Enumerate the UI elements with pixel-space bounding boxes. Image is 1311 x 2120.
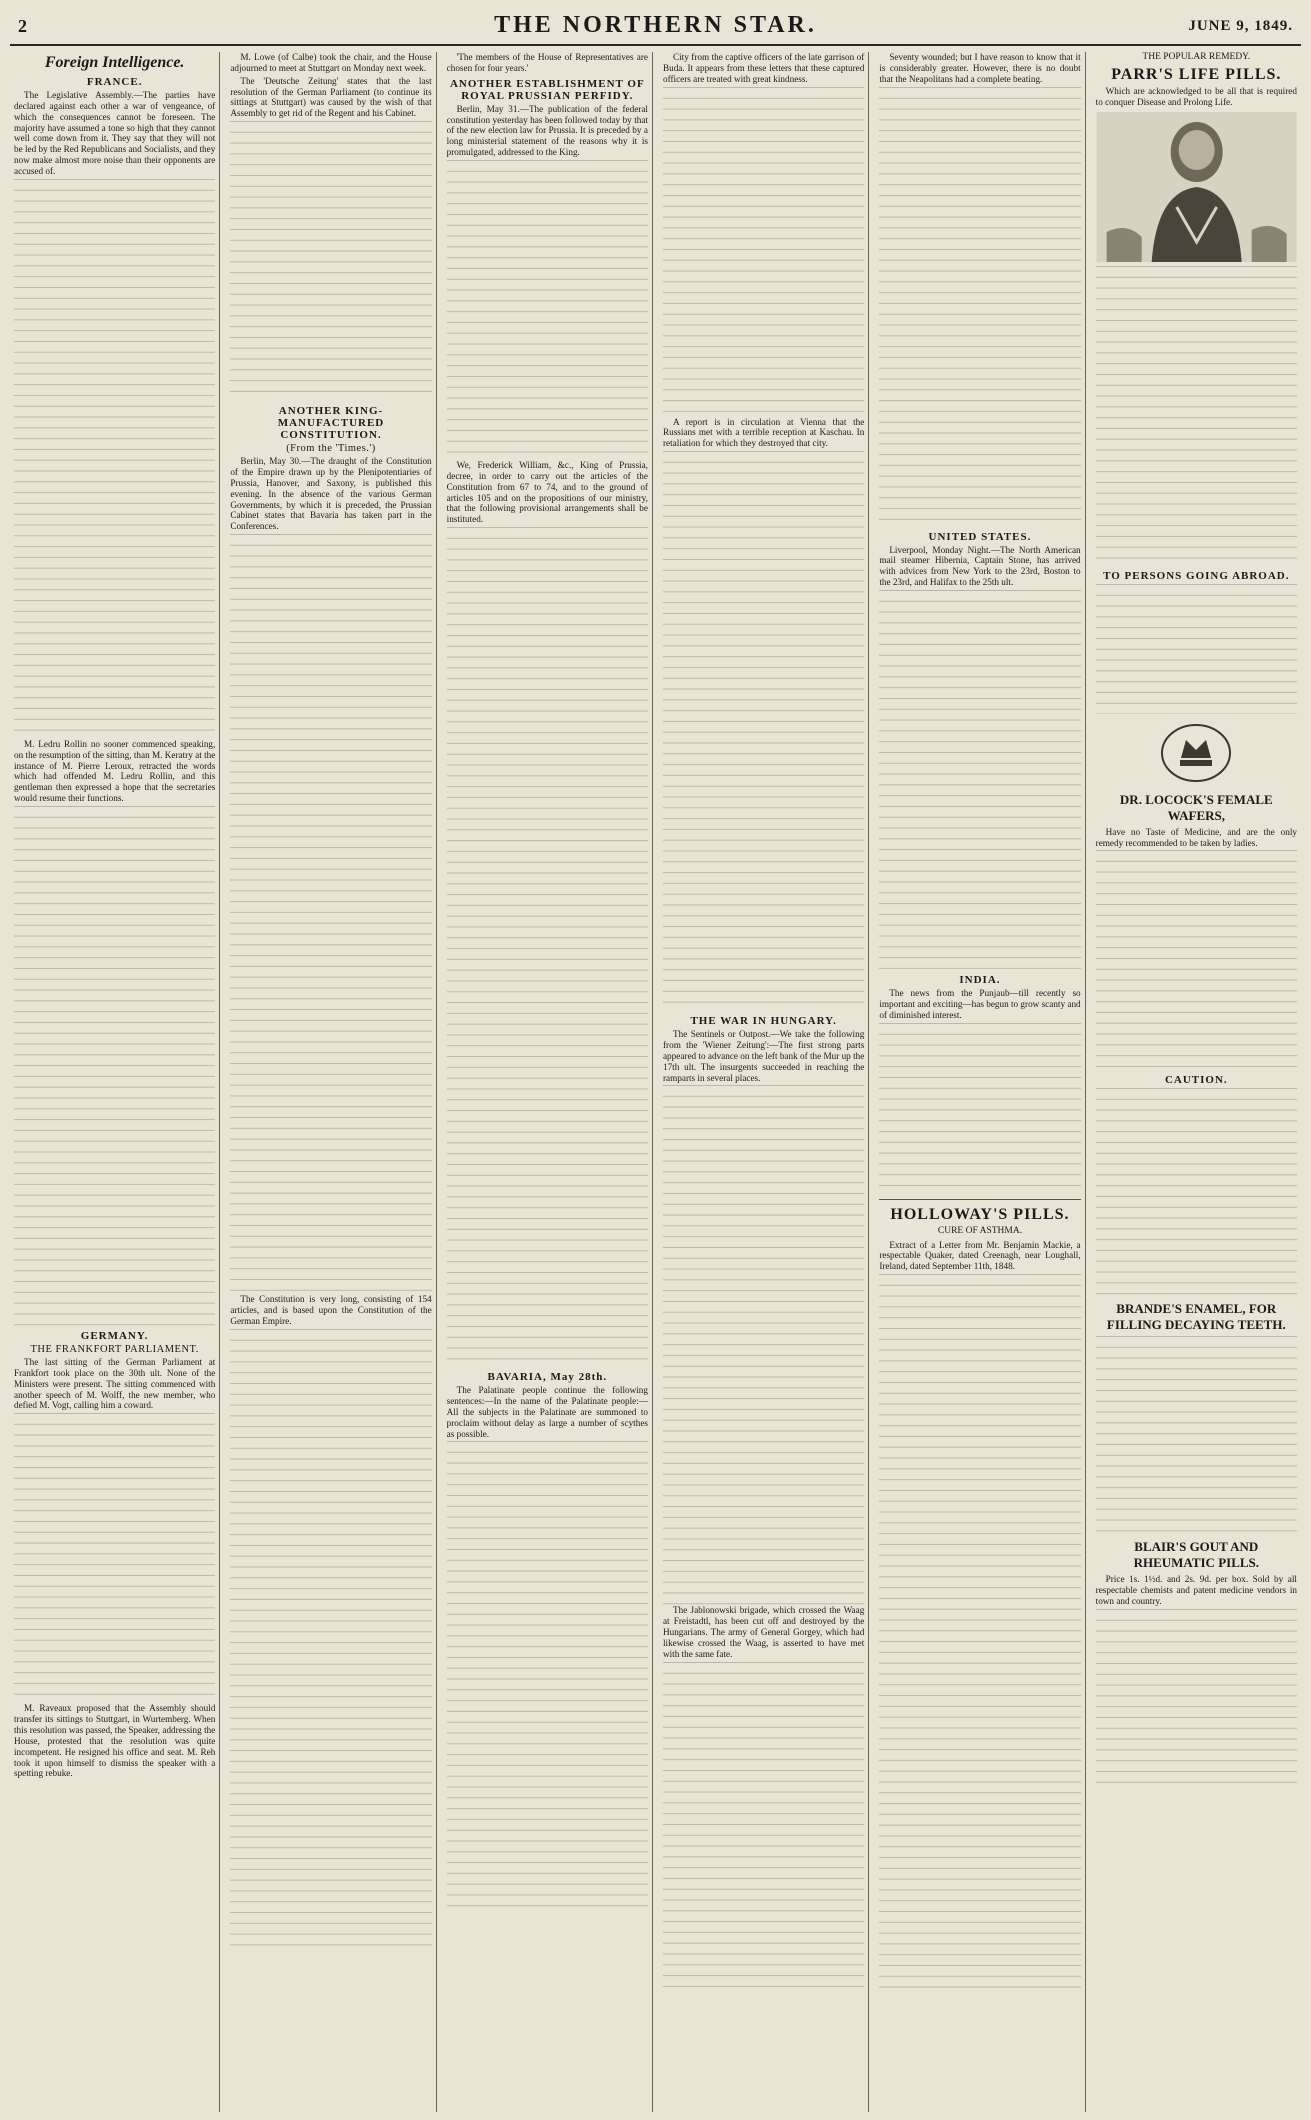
subheading: THE FRANKFORT PARLIAMENT. <box>30 1344 199 1356</box>
text-block <box>1096 850 1297 1070</box>
article-paragraph: The 'Deutsche Zeitung' states that the last resolution of the German Parliament (to continue its sittings at Stuttgart) was caused by the wish of that Assembly to get rid of the Regent and his Cabinet. <box>230 75 432 119</box>
heading-constitution: ANOTHER KING-MANUFACTURED CONSTITUTION. <box>277 405 385 442</box>
text-block <box>663 1085 864 1605</box>
heading-war-hungary: THE WAR IN HUNGARY. <box>690 1015 837 1028</box>
column-grid <box>10 52 1301 2112</box>
article-paragraph: The last sitting of the German Parliament at Frankfort took place on the 30th ult. None of the Ministers were present. The sitting commenced with another speech of M. Wolff, the new member, who defied M. Vogt, calling him a coward. <box>14 1357 216 1411</box>
text-block <box>663 451 864 1011</box>
article-paragraph: Seventy wounded; but I have reason to know that it is considerably greater. However, there is no doubt that the Neapolitans had a complete beating. <box>879 52 1081 84</box>
article-paragraph: A report is in circulation at Vienna that the Russians met with a terrible reception at Kaschau. In retaliation for which they destroyed that city. <box>662 416 865 449</box>
article-paragraph: Which are acknowledged to be all that is required to conquer Disease and Prolong Life. <box>1095 86 1297 107</box>
text-block <box>663 1662 864 1992</box>
subheading: (From the 'Times.') <box>286 443 376 455</box>
article-paragraph: Berlin, May 31.—The publication of the federal constitution yesterday has been followed today by that of the new election law for Prussia. It is preceded by a long ministerial statement of the reasons why it is promulgated, addressed to the King. <box>446 103 648 158</box>
text-block <box>1096 266 1297 566</box>
column-5 <box>875 52 1085 2112</box>
advert-title: PARR'S LIFE PILLS. <box>1111 66 1282 83</box>
heading-bavaria: BAVARIA, May 28th. <box>487 1371 608 1384</box>
article-paragraph: The Legislative Assembly.—The parties have declared against each other a war of vengeance, of which the consequences cannot be foreseen. The majority have assumed a tone so high that they cannot well come down from it. They say that they will not be led by the Red Republicans and Socialists, and they now make almost more noise than their opponents are accused of. <box>14 90 216 177</box>
heading-caution: CAUTION. <box>1164 1074 1228 1087</box>
advert-subtitle: CURE OF ASTHMA. <box>937 1225 1023 1236</box>
heading-persons-abroad: TO PERSONS GOING ABROAD. <box>1103 569 1290 582</box>
text-block <box>879 1023 1080 1193</box>
article-paragraph: We, Frederick William, &c., King of Prussia, decree, in order to carry out the articles of the Constitution from 67 to 74, and to the ground of articles 105 and on the propositions of our ministry, that the following provisional arrangements shall be instituted. <box>446 460 648 525</box>
royal-patent-seal-icon <box>1136 718 1256 788</box>
article-paragraph: The Jablonowski brigade, which crossed the Waag at Freistadtl, has been cut off and destroyed by the Hungarians. The army of General Gorgey, which had likewise crossed the Waag, is asserted to have met with the same fate. <box>662 1605 865 1659</box>
text-block <box>663 87 864 417</box>
text-block <box>447 160 648 460</box>
masthead <box>10 8 1301 46</box>
divider <box>879 1199 1080 1200</box>
text-block <box>1096 1088 1297 1298</box>
text-block <box>879 87 1080 527</box>
article-paragraph: City from the captive officers of the late garrison of Buda. It appears from these letters that these captured officers are treated with great kindness. <box>662 52 865 84</box>
article-paragraph: M. Raveaux proposed that the Assembly should transfer its sittings to Stuttgart, in Wurtemberg. When this resolution was passed, the Speaker, addressing the House, protested that the resolution was quite incompetent. He resigned his office and seat. M. Reh took it upon himself to dismiss the speaker with a spetting rebuke. <box>14 1703 216 1779</box>
text-block <box>879 1274 1080 1994</box>
article-paragraph: M. Ledru Rollin no sooner commenced speaking, on the resumption of the sitting, than M. Keratry at the instance of M. Pierre Leroux, retracted the words which had offended M. Ledru Rollin, and this gentleman then expressed a hope that the secretaries would resume their functions. <box>14 738 216 804</box>
article-paragraph: The news from the Punjaub—till recently so important and exciting—has begun to grow scanty and of diminished interest. <box>879 988 1081 1020</box>
advert-title: HOLLOWAY'S PILLS. <box>890 1205 1070 1223</box>
heading-germany: GERMANY. <box>80 1330 149 1343</box>
article-paragraph: Extract of a Letter from Mr. Benjamin Mackie, a respectable Quaker, dated Creenagh, near Loughall, Ireland, dated September 11th, 1848. <box>879 1239 1081 1272</box>
text-block <box>230 1329 431 1949</box>
heading-united-states: UNITED STATES. <box>928 530 1032 543</box>
article-paragraph: The Palatinate people continue the following sentences:—In the name of the Palatinate people:—All the subjects in the Palatinate are summoned to proclaim without delay as large a number of scythes as possible. <box>446 1385 648 1439</box>
column-4 <box>659 52 869 2112</box>
article-paragraph: Berlin, May 30.—The draught of the Constitution of the Empire drawn up by the Plenipotentiaries of Prussia, Hanover, and Saxony, is published this evening. In the absence of the various German Governments, by which it is preceded, the Prussian Cabinet states that Bavaria has taken part in the Conferences. <box>230 456 432 532</box>
text-block <box>1096 1336 1297 1536</box>
column-6 <box>1092 52 1301 2112</box>
text-block <box>447 1441 648 1911</box>
article-paragraph: 'The members of the House of Representatives are chosen for four years.' <box>446 52 648 73</box>
text-block <box>1096 1609 1297 1789</box>
column-1 <box>10 52 220 2112</box>
advert-title: BRANDE'S ENAMEL, FOR FILLING DECAYING TEETH. <box>1106 1301 1286 1333</box>
page-number: 2 <box>18 16 27 36</box>
section-title: Foreign Intelligence. <box>44 54 185 71</box>
text-block <box>230 121 431 401</box>
advert-title: BLAIR'S GOUT AND RHEUMATIC PILLS. <box>1133 1539 1260 1571</box>
text-block <box>1096 584 1297 714</box>
advert-title: DR. LOCOCK'S FEMALE WAFERS, <box>1119 791 1273 823</box>
heading-india: INDIA. <box>959 974 1001 987</box>
text-block <box>14 1413 215 1703</box>
article-paragraph: Liverpool, Monday Night.—The North American mail steamer Hibernia, Captain Stone, has arrived with advices from New York to the 23rd, Boston to the 23rd, and Halifax to the 25th ult. <box>879 544 1081 588</box>
text-block <box>14 806 215 1326</box>
article-paragraph: Have no Taste of Medicine, and are the only remedy recommended to be taken by ladies. <box>1095 826 1297 848</box>
heading-france: FRANCE. <box>86 76 143 88</box>
article-paragraph: Price 1s. 1½d. and 2s. 9d. per box. Sold by all respectable chemists and patent medicine vendors in town and country. <box>1095 1574 1297 1607</box>
text-block <box>230 534 431 1294</box>
text-block <box>447 527 648 1367</box>
article-paragraph: M. Lowe (of Calbe) took the chair, and the House adjourned to meet at Stuttgart on Monday next week. <box>230 52 432 73</box>
advert-kicker: THE POPULAR REMEDY. <box>1142 52 1251 62</box>
engraving-illustration-icon <box>1096 112 1297 262</box>
column-3 <box>443 52 653 2112</box>
text-block <box>879 590 1080 970</box>
article-paragraph: The Sentinels or Outpost.—We take the following from the 'Wiener Zeitung':—The first strong parts appeared to advance on the left bank of the Mur up the 17th ult. The insurgents succeeded in reaching the ramparts in several places. <box>662 1029 865 1083</box>
newspaper-title: THE NORTHERN STAR. <box>494 12 817 38</box>
heading-prussian-perfidy: ANOTHER ESTABLISHMENT OF ROYAL PRUSSIAN PERFIDY. <box>449 77 645 102</box>
article-paragraph: The Constitution is very long, consisting of 154 articles, and is based upon the Constitution of the German Empire. <box>230 1294 432 1326</box>
column-2 <box>226 52 436 2112</box>
issue-date: JUNE 9, 1849. <box>1188 18 1293 34</box>
text-block <box>14 179 215 739</box>
